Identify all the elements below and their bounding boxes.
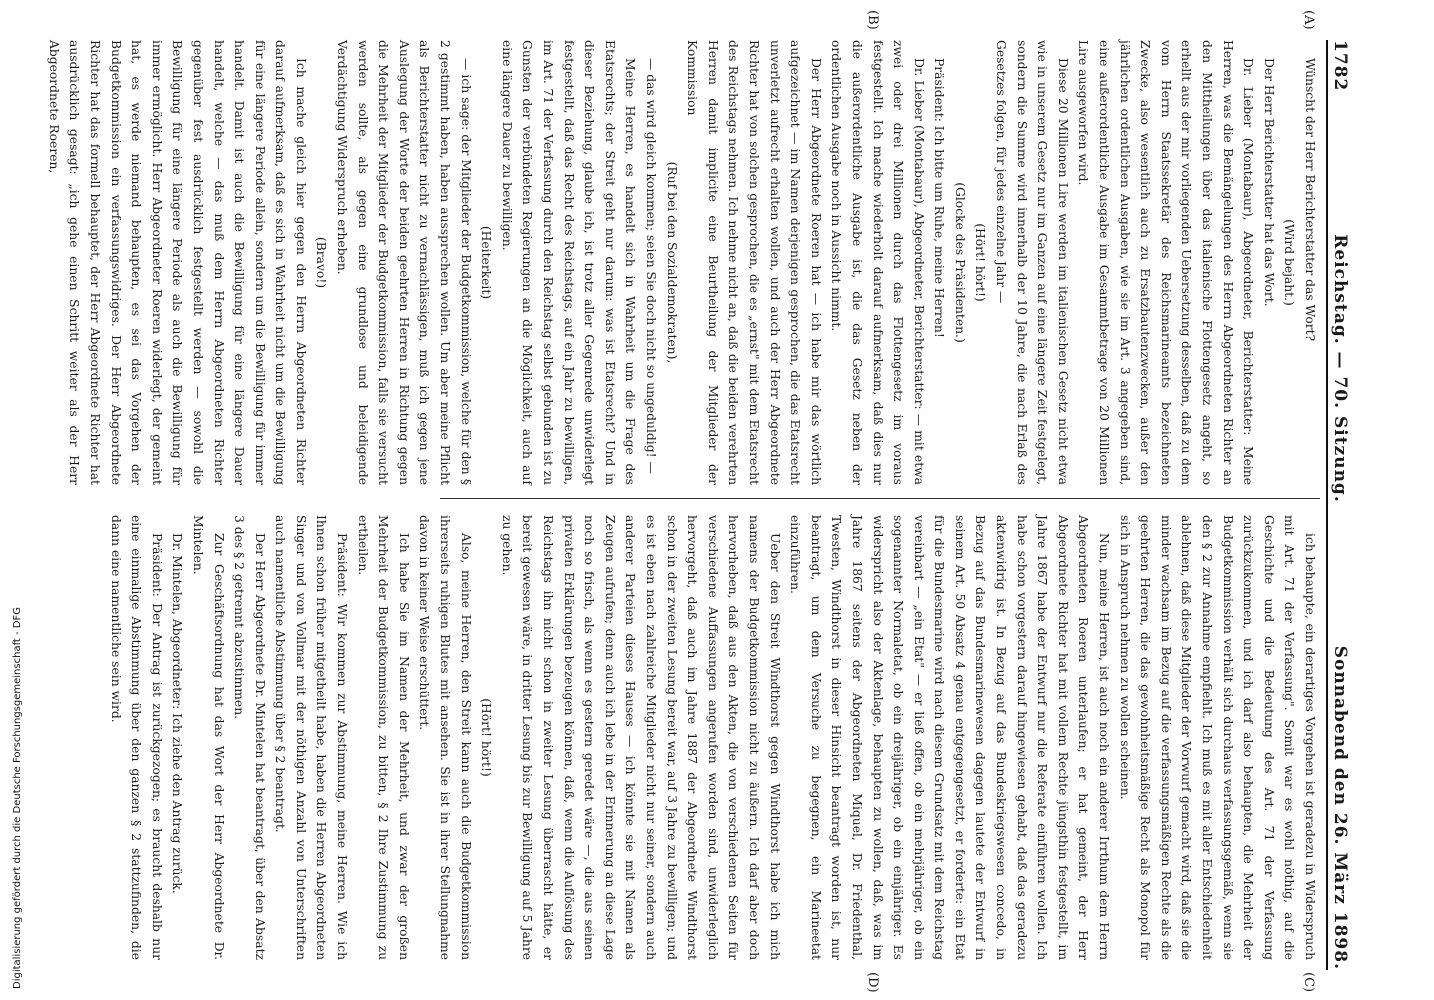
credit-text: Digitalisierung gefördert durch die Deutsche Forschungsgemeinschaft - DFG bbox=[12, 606, 23, 989]
paragraph: Präsident: Wir kommen zur Abstimmung, meine Herren. Wie ich Ihnen schon früher mitgetheilt habe, haben die Herren Abgeordneten Singer und von Vollmar mit der nöthigen Anzahl von Unterschriften auch namentliche Abstimmung über § 2 beantragt. bbox=[273, 515, 350, 960]
margin-marker-c: (C) bbox=[1301, 972, 1316, 993]
paragraph: Ich mache gleich hier gegen den Herrn Abgeordneten Richter darauf aufmerksam, daß es sich in Wahrheit nicht um die Bewilligung für eine längere Periode allein, sondern um die Bewilligung für immer handelt. Damit ist auch die Bewilligung für eine längere Dauer handelt, welche — das muß dem Herrn Abgeordneten Richter gegenüber fest ausdrücklich festgestellt werden — sowohl die Bewilligung für eine längere Periode als auch die Bewilligung für immer ermöglicht. Herr Abgeordneter Roeren widerlegt, der gemeint hat, es werde niemand behaupten, es sei das Vorgehen der Budgetkommission ein verfassungswidriges. Der Herr Abgeordnete Richter hat das formell behauptet, der Herr Abgeordnete Richter hat ausdrücklich gesagt: „ich gehe einen Schritt weiter als der Herr Abgeordnete Roeren, bbox=[46, 40, 308, 485]
paragraph: (Heiterkeit) bbox=[479, 225, 494, 300]
paragraph: Dr. Lieber (Montabaur), Abgeordneter, Berichterstatter: — mit etwa zwei oder drei Millionen durch das Flottengesetz im voraus festgestellt. Ich mache wiederholt darauf aufmerksam, daß dies nur die außerordentliche Ausgabe ist, die das Gesetz neben der ordentlichen Ausgabe noch in Aussicht nimmt. bbox=[829, 40, 926, 485]
text-column-right bbox=[108, 515, 1320, 960]
paragraph: (Ruf bei den Sozialdemokraten), bbox=[664, 161, 679, 364]
paragraph: Der Herr Abgeordnete Roeren hat — ich habe mir das wörtlich aufgezeichnet — im Namen derjenigen gesprochen, die das Etatsrecht unverletzt aufrecht erhalten wollen, und auch der Herr Abgeordnete Richter hat von solchen gesprochen, die es „ernst" mit dem Etatsrecht des Reichstags nehmen. Ich nehme nicht an, daß die beiden verehrten Herren damit implicite eine Beurtheilung der Mitglieder der Kommission bbox=[685, 40, 823, 485]
header-rule bbox=[1326, 40, 1328, 970]
paragraph: — das wird gleich kommen; seien Sie doch nicht so ungeduldig! — bbox=[644, 58, 658, 474]
paragraph: Ich habe Sie im Namen der Mehrheit, und zwar der großen Mehrheit der Budgetkommission, zu bitten, § 2 Ihre Zustimmung zu ertheilen. bbox=[355, 515, 411, 960]
session-date: Sonnabend den 26. März 1898. bbox=[1330, 645, 1350, 970]
page-title: Reichstag. — 70. Sitzung. bbox=[1330, 234, 1350, 503]
paragraph: Präsident: Ich bitte um Ruhe, meine Herren! bbox=[932, 58, 947, 338]
paragraph: Zur Geschäftsordnung hat das Wort der Herr Abgeordnete Dr. Mintelen. bbox=[190, 515, 226, 960]
paragraph: Der Herr Berichterstatter hat das Wort. bbox=[1261, 58, 1276, 307]
margin-marker-a: (A) bbox=[1301, 10, 1316, 30]
paragraph: Dr. Lieber (Montabaur), Abgeordneter, Berichterstatter: Meine Herren, was die Bemängelungen des Herrn Abgeordneten Richter an den Mittheilungen über das italienische Flottengesetz angeht, so erhellt aus der mir vorliegenden Uebersetzung desselben, daß zu dem vom Herrn Staatssekretär des Reichsmarineamts bezeichneten Zwecke, also wesentlich auch zu Ersatzbautenzwecken, außer den jährlichen ordentlichen Ausgaben, wie sie im Art. 3 angegeben sind, eine außerordentliche Ausgabe im Gesammtbetrage von 20 Millionen Lire ausgeworfen wird. bbox=[1076, 40, 1256, 485]
paragraph: Präsident: Der Antrag ist zurückgezogen; es braucht deshalb nur eine einmalige Abstimmung über den ganzen § 2 stattzufinden, die dann eine namentliche sein wird. bbox=[108, 515, 164, 960]
paragraph: (Glocke des Präsidenten.) bbox=[952, 182, 967, 343]
paragraph: Dr. Mintelen, Abgeordneter: Ich ziehe den Antrag zurück. bbox=[170, 533, 185, 894]
paragraph: (Hört! hört!) bbox=[479, 698, 494, 777]
paragraph: Diese 20 Millionen Lire werden im italienischen Gesetz nicht etwa wie in unserem Gesetz nur im Ganzen auf eine längere Zeit festgelegt, sondern die Summe wird innerhalb der 10 Jahre, die nach Erlaß des Gesetzes folgen, für jedes einzelne Jahr — bbox=[994, 40, 1070, 485]
page-number: 1782 bbox=[1330, 40, 1350, 92]
page-header bbox=[1330, 40, 1400, 970]
paragraph: Wünscht der Herr Berichterstatter das Wort? bbox=[1303, 58, 1317, 342]
paragraph: Also, meine Herren, den Streit kann auch die Budgetkommission ihrerseits ruhigen Blutes mit ansehen. Sie ist in ihrer Stellungnahme davon in keiner Weise erschüttert. bbox=[417, 515, 473, 960]
paragraph: ich behaupte, ein derartiges Vorgehen ist geradezu in Widerspruch mit Art. 71 der Verfassung". Somit war es wohl nöthig, auf die Geschichte und die Bedeutung des Art. 71 der Verfassung zurückzukommen, und ich darf also behaupten, die Mehrheit der Budgetkommission verhält sich durchaus verfassungsgemäß, wenn sie den § 2 zur Annahme empfiehlt. Ich muß es mit aller Entschiedenheit ablehnen, daß diese Mitglieder der Vorwurf gemacht wird, daß sie die minder wachsam im Bezug auf die verfassungsmäßigen Rechte als die geehrten Herren, die das gewohnheitsmäßige Recht als Monopol für sich in Anspruch nehmen zu wollen scheinen. bbox=[1117, 515, 1317, 960]
paragraph: — ich sage: der Mitglieder der Budgetkommission, welche für den § 2 gestimmt haben, haben aussprechen wollen. Um aber meine Pflicht als Berichterstatter nicht zu vernachlässigen, muß ich gegen jene Auslegung der Worte der beiden geehrten Herren in Richtung gegen die Mehrheit der Mitglieder der Budgetkommission, falls sie versucht werden sollte, als gegen eine grundlose und beleidigende Verdächtigung Widerspruch erheben. bbox=[335, 40, 473, 485]
paragraph: Meine Herren, es handelt sich in Wahrheit um die Frage des Etatsrechts; der Streit geht nur darum: was ist Etatsrecht? Und in dieser Beziehung, glaube ich, ist trotz aller Gegenrede unwiderlegt festgestellt, daß das Recht des Reichstags, auf ein Jahr zu bewilligen, im Art. 71 der Verfassung durch den Reichstag selbst gebunden ist zu Gunsten der verbündeten Regierungen an die Möglichkeit, auch auf eine längere Dauer zu bewilligen. bbox=[499, 40, 638, 485]
text-column-left bbox=[46, 40, 1320, 485]
paragraph: (Wird bejaht.) bbox=[1282, 219, 1297, 306]
paragraph: (Bravo!) bbox=[314, 236, 329, 289]
paragraph: Ueber den Streit Windthorst gegen Windthorst habe ich mich namens der Budgetkommission nicht zu äußern. Ich darf aber doch hervorheben, daß aus den Akten, die von verschiedenen Seiten für verschiedene Auffassungen angerufen worden sind, unwiderleglich hervorgeht, daß auch im Jahre 1887 der Abgeordnete Windthorst schon in der zweiten Lesung bereit war, auf 3 Jahre zu bewilligen; und es ist eben nach zahlreiche Mitglieder nicht nur seiner, sondern auch anderer Parteien dieses Hauses — ich könnte sie mit Namen als Zeugen aufrufen; denn auch ich lebe in der Erinnerung an diese Lage noch so frisch, als wenn es gestern geredet wäre —, die aus seinen privaten Erklärungen bezeugen können, daß, wenn die Auflösung des Reichstags ihn nicht schon in zweiter Lesung überrascht hätte, er bereit gewesen wäre, in dritter Lesung bis zur Bewilligung auf 5 Jahre zu gehen. bbox=[499, 515, 782, 960]
margin-marker-b: (B) bbox=[865, 10, 880, 30]
paragraph: Der Herr Abgeordnete Dr. Mintelen hat beantragt, über den Absatz 3 des § 2 getrennt abzustimmen. bbox=[232, 515, 267, 960]
digitization-credit bbox=[0, 0, 23, 1000]
margin-marker-d: (D) bbox=[865, 972, 880, 993]
column-divider bbox=[440, 498, 1320, 499]
paragraph: (Hört! hört!) bbox=[973, 223, 988, 302]
paragraph: Nun, meine Herren, ist auch noch ein anderer Irrthum dem Herrn Abgeordneten Roeren unterlaufen; er hat gemeint, der Herr Abgeordnete Richter hat mit vollem Rechte jüngsthin festgestellt, im Jahre 1867 habe der Entwurf nur die Referate einführen wollen. Ich habe schon vorgestern darauf hingewiesen gehabt, daß das geradezu aktenwidrig ist. In Bezug auf das Bundeskriegswesen concedo, in Bezug auf das Bundesmarinewesen dagegen lautete der Entwurf in seinem Art. 50 Absatz 4 genau entgegengesetzt, er forderte: ein Etat für die Bundesmarine wird nach diesem Grundsatz mit dem Reichstag vereinbart — „ein Etat" — er ließ offen, ob ein mehrjähriger, ob ein sogenannter Normaletat, ob ein dreijähriger, ob ein einjähriger. Es widerspricht also der Aktenlage, behaupten zu wollen, daß, was im Jahre 1867 seitens der Abgeordneten Miquel, Dr. Friedenthal, Twesten, Windthorst in dieser Hinsicht beantragt worden ist, nur beantragt, um dem Versuche zu begegnen, ein Marineetat einzuführen. bbox=[788, 515, 1112, 960]
